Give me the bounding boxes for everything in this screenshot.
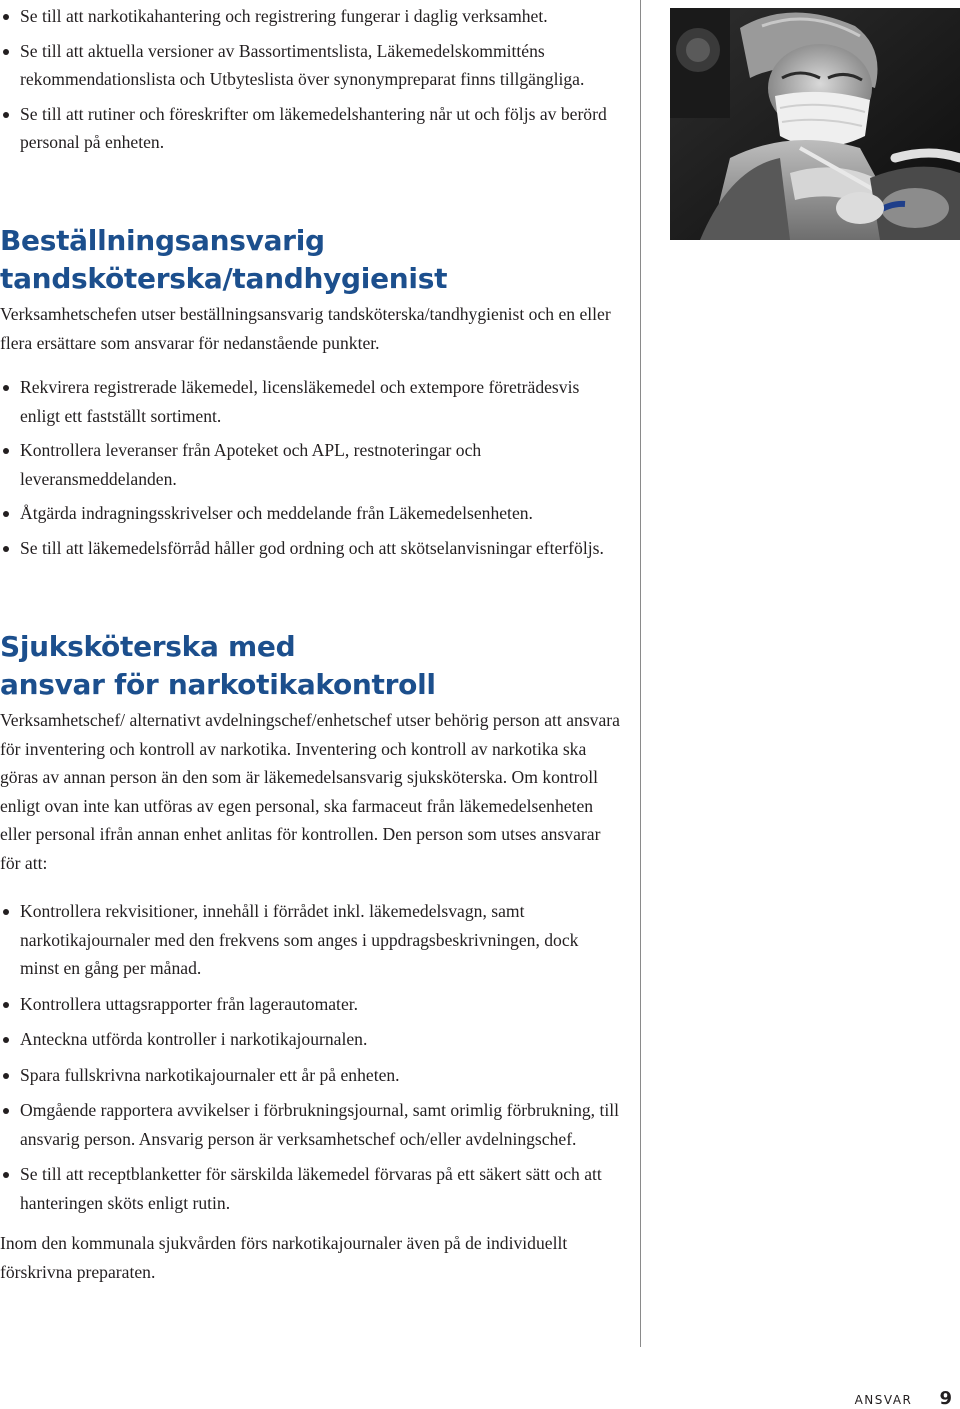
bullet-icon	[3, 49, 9, 55]
bullet-icon	[3, 1002, 9, 1008]
page-footer	[855, 1388, 952, 1409]
section-narkotikakontroll	[0, 628, 620, 1286]
section-heading	[0, 628, 620, 704]
section-heading	[0, 222, 620, 298]
section-intro: Verksamhetschefen utser beställningsansvarig tandsköterska/tandhygienist och en eller flera ersättare som ansvarar för nedanstående punkter.	[0, 304, 611, 353]
top-bullet-section	[0, 2, 620, 163]
heading-line: Beställningsansvarig	[0, 224, 325, 257]
list-item	[0, 1025, 620, 1054]
bullet-icon	[3, 1037, 9, 1043]
page-number: 9	[939, 1388, 952, 1409]
section-bullet-list	[0, 897, 620, 1217]
column-divider	[640, 0, 641, 1347]
list-item-text: Spara fullskrivna narkotikajournaler ett år på enheten.	[20, 1064, 400, 1085]
bullet-icon	[3, 1108, 9, 1114]
section-intro: Verksamhetschef/ alternativt avdelningschef/enhetschef utser behörig person att ansvara för inventering och kontroll av narkotika. Inventering och kontroll av narkotika ska göras av annan person än den som är läkemedelsansvarig sjuksköterska. Om kontroll enligt ovan inte kan utföras av egen personal, ska farmaceut från läkemedelsenheten eller personal ifrån annan enhet anlitas för kontrollen. Den person som utses ansvarar för att:	[0, 710, 620, 873]
section-bullet-list	[0, 373, 620, 562]
list-item-text: Se till att läkemedelsförråd håller god ordning och att skötselanvisningar efterföljs.	[20, 537, 604, 558]
list-item	[0, 990, 620, 1019]
bullet-icon	[3, 909, 9, 915]
list-item	[0, 100, 620, 157]
list-item	[0, 534, 620, 563]
bullet-icon	[3, 112, 9, 118]
footer-section-label: ANSVAR	[854, 1393, 913, 1407]
heading-line: ansvar för narkotikakontroll	[0, 668, 436, 701]
bullet-icon	[3, 385, 9, 391]
list-item-text: Rekvirera registrerade läkemedel, licensläkemedel och extempore företrädesvis enligt ett fastställt sortiment.	[20, 377, 580, 426]
list-item-text: Åtgärda indragningsskrivelser och meddelande från Läkemedelsenheten.	[20, 503, 533, 523]
list-item	[0, 37, 620, 94]
list-item	[0, 897, 620, 983]
list-item	[0, 436, 620, 493]
list-item-text: Se till att receptblanketter för särskilda läkemedel förvaras på ett säkert sätt och att hanteringen sköts enligt rutin.	[20, 1164, 602, 1213]
bullet-icon	[3, 1073, 9, 1079]
list-item-text: Kontrollera leveranser från Apoteket och APL, restnoteringar och leveransmeddelanden.	[20, 440, 482, 489]
list-item-text: Kontrollera rekvisitioner, innehåll i förrådet inkl. läkemedelsvagn, samt narkotikajournaler med den frekvens som anges i uppdragsbeskrivningen, dock minst en gång per månad.	[20, 901, 579, 978]
bullet-icon	[3, 1172, 9, 1178]
section-tandskoterska	[0, 222, 620, 568]
list-item	[0, 499, 620, 528]
list-item	[0, 2, 620, 31]
heading-line: tandsköterska/tandhygienist	[0, 262, 448, 295]
top-bullet-list	[0, 2, 620, 157]
list-item-text: Kontrollera uttagsrapporter från lagerautomater.	[20, 993, 359, 1014]
list-item	[0, 1096, 620, 1153]
heading-line: Sjuksköterska med	[0, 630, 296, 663]
bullet-icon	[3, 448, 9, 454]
dental-hygienist-photo	[670, 8, 960, 240]
closing-paragraph: Inom den kommunala sjukvården förs narkotikajournaler även på de individuellt förskrivna preparaten.	[0, 1233, 568, 1282]
list-item	[0, 1160, 620, 1217]
list-item-text: Se till att aktuella versioner av Bassortimentslista, Läkemedelskommitténs rekommendationslista och Utbyteslista över synonympreparat finns tillgängliga.	[20, 40, 585, 89]
bullet-icon	[3, 14, 9, 20]
list-item-text: Se till att rutiner och föreskrifter om läkemedelshantering når ut och följs av berörd personal på enheten.	[20, 103, 607, 152]
bullet-icon	[3, 511, 9, 517]
list-item	[0, 1061, 620, 1090]
list-item-text: Anteckna utförda kontroller i narkotikajournalen.	[20, 1029, 368, 1049]
bullet-icon	[3, 546, 9, 552]
list-item	[0, 373, 620, 430]
list-item-text: Omgående rapportera avvikelser i förbrukningsjournal, samt orimlig förbrukning, till ansvarig person. Ansvarig person är verksamhetschef och/eller avdelningschef.	[20, 1100, 620, 1149]
list-item-text: Se till att narkotikahantering och registrering fungerar i daglig verksamhet.	[20, 6, 548, 26]
